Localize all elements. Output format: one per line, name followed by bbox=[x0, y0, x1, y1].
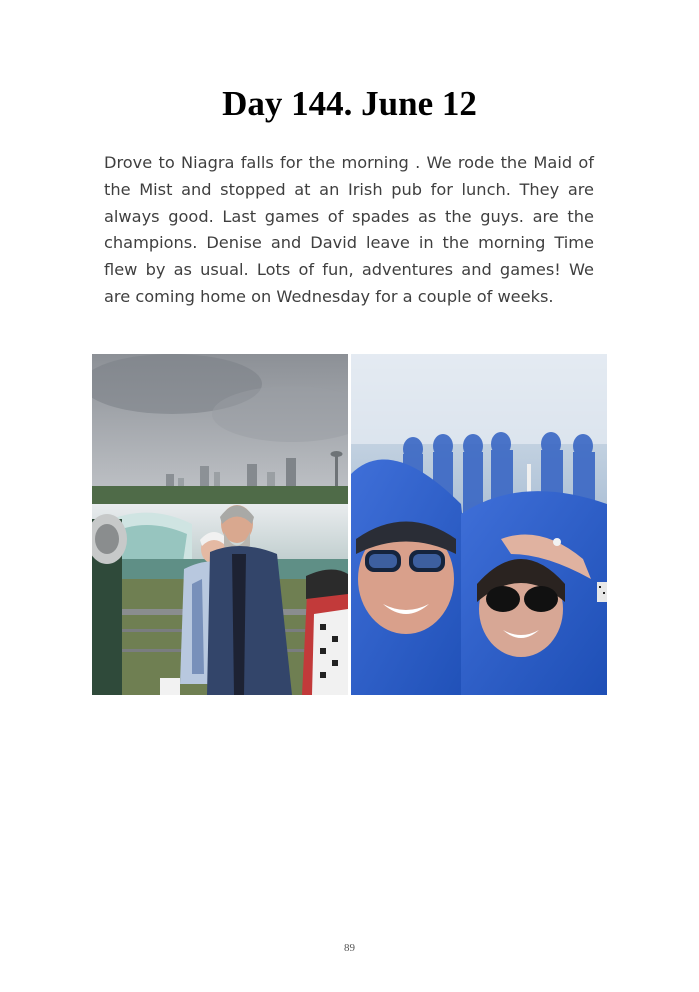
journal-entry-text: Drove to Niagra falls for the morning . We rode the Maid of the Mist and stopped at an Irish pub for lunch. They are always good. Last games of spades as the guys. are the champions. Denise and David leave in the morning Time flew by as usual. Lots of fun, adventures and games! We are coming home on Wednesday for a couple of weeks. bbox=[104, 153, 594, 306]
photo-row bbox=[92, 354, 607, 695]
photo-niagara-overlook-image bbox=[92, 354, 348, 695]
page-title: Day 144. June 12 bbox=[222, 84, 477, 123]
photo-poncho-selfie-image bbox=[351, 354, 607, 695]
photo-niagara-overlook bbox=[92, 354, 348, 695]
photo-poncho-selfie bbox=[351, 354, 607, 695]
page-number: 89 bbox=[344, 942, 355, 954]
